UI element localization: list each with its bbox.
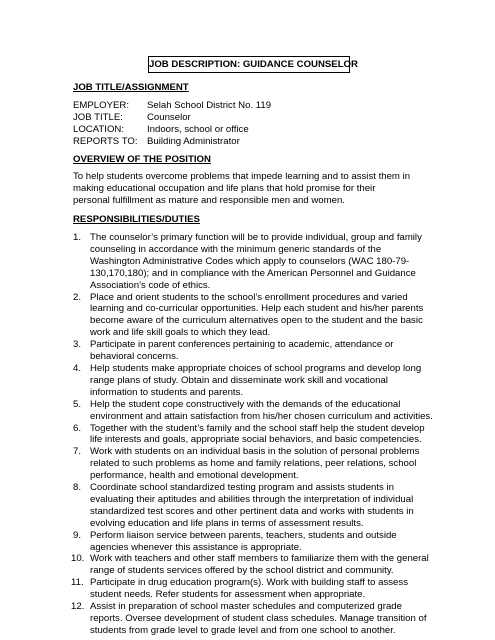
- duty-item: [73, 530, 433, 554]
- assignment-heading: JOB TITLE/ASSIGNMENT: [73, 82, 189, 93]
- duty-item: [73, 339, 433, 363]
- duty-number: 7.: [73, 446, 82, 458]
- overview-paragraph: To help students overcome problems that impede learning and to assist them in making educational occupation and life plans that hold promise for their personal fulfillment as mature and responsible men and women.: [73, 171, 411, 206]
- duty-number: 6.: [73, 422, 82, 434]
- job-title-label: JOB TITLE:: [73, 112, 123, 123]
- duty-item: [73, 399, 433, 423]
- location-label: LOCATION:: [73, 124, 124, 135]
- duty-item: [73, 577, 433, 601]
- duty-number: 12.: [71, 601, 85, 613]
- duty-number: 8.: [73, 482, 82, 494]
- duty-item: [73, 601, 433, 637]
- duty-text: Assist in preparation of school master schedules and computerized grade reports. Oversee development of student class schedules. Manage transition of students from grade level to grade level and from one school to another.: [90, 601, 427, 636]
- duty-text: Help students make appropriate choices of school programs and develop long range plans of study. Obtain and disseminate work skill and vocational information to students and parents.: [90, 362, 422, 398]
- duty-text: Coordinate school standardized testing program and assists students in evaluating their aptitudes and abilities through the interpretation of individual standardized test scores and other pertinent data and works with students in evolving education and life plans in terms of assessment results.: [90, 482, 414, 529]
- duty-number: 4.: [73, 362, 82, 374]
- employer-value: Selah School District No. 119: [147, 100, 272, 111]
- duties-heading: RESPONSIBILITIES/DUTIES: [73, 214, 200, 225]
- reports-to-label: REPORTS TO:: [73, 136, 138, 147]
- duty-item: [73, 482, 433, 530]
- duty-text: Participate in parent conferences pertaining to academic, attendance or behavioral concerns.: [90, 339, 394, 363]
- duty-item: [73, 292, 433, 340]
- duty-number: 10.: [71, 553, 85, 565]
- location-value: Indoors, school or office: [147, 124, 249, 135]
- duty-text: Work with teachers and other staff members to familiarize them with the general range of students services offered by the school district and community.: [90, 553, 429, 577]
- employer-label: EMPLOYER:: [73, 100, 129, 111]
- duty-item: [73, 446, 433, 482]
- document-title: JOB DESCRIPTION: GUIDANCE COUNSELOR: [148, 56, 350, 73]
- duty-number: 5.: [73, 398, 82, 410]
- duty-text: Together with the student’s family and the school staff help the student develop life interests and goals, appropriate social behaviors, and basic competencies.: [90, 422, 425, 446]
- duty-text: Work with students on an individual basis in the solution of personal problems related to such problems as home and family relations, peer relations, school performance, health and emotional development.: [90, 446, 420, 482]
- duty-item: [73, 423, 433, 447]
- duty-item: [73, 553, 433, 577]
- reports-to-value: Building Administrator: [147, 136, 240, 147]
- duty-item: [73, 363, 433, 399]
- duty-number: 9.: [73, 529, 82, 541]
- duty-text: Perform liaison service between parents, teachers, students and outside agencies whenever this assistance is appropriate.: [90, 529, 397, 553]
- duty-item: [73, 232, 433, 292]
- duty-number: 11.: [71, 577, 84, 589]
- overview-heading: OVERVIEW OF THE POSITION: [73, 154, 211, 165]
- duty-text: Help the student cope constructively with the demands of the educational environment and attain satisfaction from his/her chosen curriculum and activities.: [90, 398, 433, 422]
- job-title-value: Counselor: [147, 112, 191, 123]
- duty-number: 1.: [73, 232, 82, 243]
- duties-list: [73, 232, 433, 637]
- duty-text: The counselor’s primary function will be to provide individual, group and family counseling in accordance with the minimum generic standards of the Washington Administrative Codes which apply to counselors (WAC 180-79-130,170,180); and in compliance with the American Personnel and Guidance Association’s code of ethics.: [90, 232, 422, 291]
- duty-text: Place and orient students to the school’s enrollment procedures and varied learning and co-curricular opportunities. Help each student and his/her parents become aware of the curriculum alternatives open to the student and the basic work and life skill goals to which they lead.: [90, 291, 424, 339]
- duty-number: 2.: [73, 291, 82, 303]
- duty-number: 3.: [73, 339, 82, 351]
- duty-text: Participate in drug education program(s). Work with building staff to assess student needs. Refer students for assessment when appropriate.: [90, 577, 408, 601]
